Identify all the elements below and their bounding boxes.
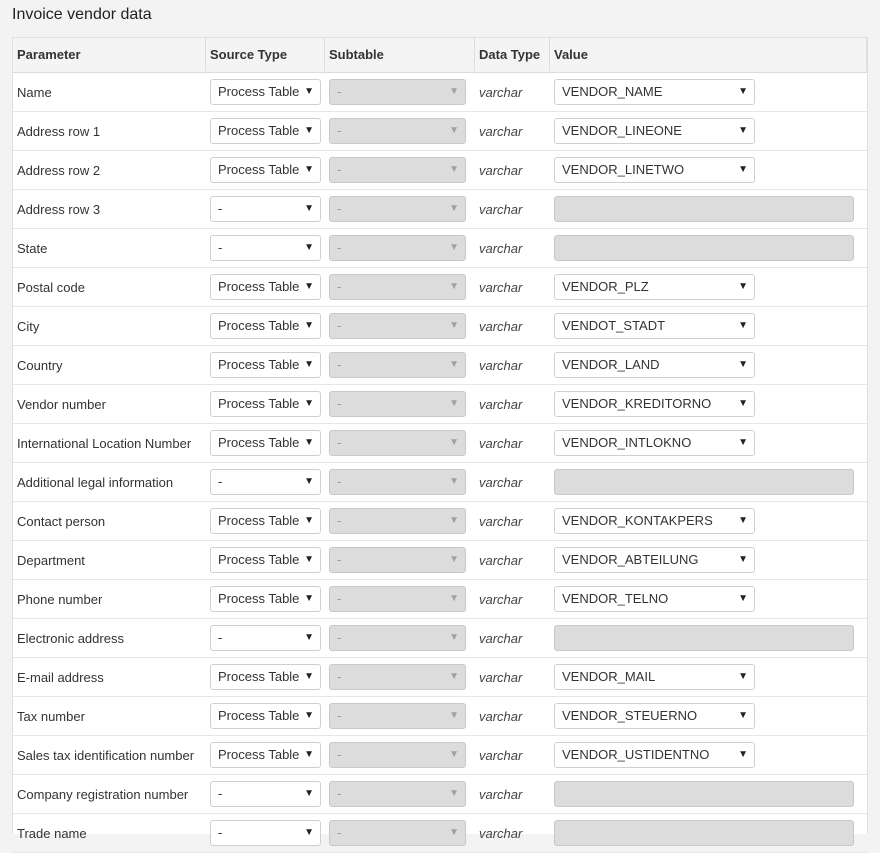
value-cell: [550, 742, 867, 768]
grid-header: [13, 38, 867, 73]
data-type-label: varchar: [479, 84, 523, 100]
chevron-down-icon: ▼: [304, 125, 314, 136]
chevron-down-icon: ▼: [738, 281, 748, 292]
source-type-cell: [206, 313, 325, 339]
table-row: [13, 385, 867, 424]
parameter-label: City: [17, 318, 40, 334]
subtable-select-text: -: [337, 474, 342, 489]
value-cell: [550, 508, 867, 534]
subtable-select-text: -: [337, 318, 342, 333]
value-cell: [550, 781, 867, 807]
value-select[interactable]: [554, 430, 755, 456]
table-row: [13, 502, 867, 541]
chevron-down-icon: ▼: [449, 749, 459, 760]
subtable-cell: [325, 781, 475, 807]
subtable-select-disabled: [329, 664, 466, 690]
parameter-label: Address row 3: [17, 201, 101, 217]
parameter-label: Postal code: [17, 279, 85, 295]
subtable-select-text: -: [337, 123, 342, 138]
value-select[interactable]: [554, 742, 755, 768]
value-cell: [550, 430, 867, 456]
chevron-down-icon: ▼: [449, 671, 459, 682]
subtable-select-disabled: [329, 352, 466, 378]
value-cell: [550, 625, 867, 651]
subtable-select-disabled: [329, 469, 466, 495]
subtable-select-disabled: [329, 547, 466, 573]
value-select[interactable]: [554, 352, 755, 378]
chevron-down-icon: ▼: [449, 788, 459, 799]
chevron-down-icon: ▼: [738, 515, 748, 526]
value-select-text: VENDOT_STADT: [562, 318, 666, 333]
subtable-select-text: -: [337, 162, 342, 177]
source-type-select[interactable]: [210, 586, 321, 612]
data-type-label: varchar: [479, 201, 523, 217]
table-row: [13, 580, 867, 619]
table-row: [13, 229, 867, 268]
source-type-select-text: Process Table: [218, 669, 300, 684]
source-type-cell: [206, 430, 325, 456]
source-type-cell: [206, 820, 325, 846]
value-select[interactable]: [554, 391, 755, 417]
column-header-subtable: Subtable: [325, 38, 475, 71]
source-type-cell: [206, 79, 325, 105]
source-type-select[interactable]: [210, 820, 321, 846]
subtable-select-disabled: [329, 196, 466, 222]
source-type-select[interactable]: [210, 508, 321, 534]
table-row: [13, 541, 867, 580]
chevron-down-icon: ▼: [449, 593, 459, 604]
parameter-label: Company registration number: [17, 786, 189, 802]
value-cell: [550, 820, 867, 846]
subtable-cell: [325, 430, 475, 456]
value-cell: [550, 79, 867, 105]
value-select-text: VENDOR_MAIL: [562, 669, 656, 684]
source-type-cell: [206, 664, 325, 690]
chevron-down-icon: ▼: [738, 671, 748, 682]
value-select-text: VENDOR_PLZ: [562, 279, 649, 294]
data-type-label: varchar: [479, 630, 523, 646]
panel-title: Invoice vendor data: [12, 6, 152, 23]
chevron-down-icon: ▼: [738, 749, 748, 760]
data-type-label: varchar: [479, 669, 523, 685]
subtable-select-disabled: [329, 742, 466, 768]
data-type-label: varchar: [479, 591, 523, 607]
data-type-label: varchar: [479, 435, 523, 451]
table-row: [13, 736, 867, 775]
subtable-select-text: -: [337, 552, 342, 567]
data-type-label: varchar: [479, 162, 523, 178]
source-type-select-text: Process Table: [218, 513, 300, 528]
subtable-cell: [325, 157, 475, 183]
chevron-down-icon: ▼: [304, 632, 314, 643]
parameter-label: Phone number: [17, 591, 103, 607]
subtable-select-disabled: [329, 781, 466, 807]
chevron-down-icon: ▼: [304, 242, 314, 253]
subtable-cell: [325, 196, 475, 222]
chevron-down-icon: ▼: [738, 398, 748, 409]
parameter-label: Address row 2: [17, 162, 101, 178]
subtable-select-text: -: [337, 669, 342, 684]
data-type-label: varchar: [479, 513, 523, 529]
value-select[interactable]: [554, 157, 755, 183]
parameter-label: Vendor number: [17, 396, 106, 412]
value-select[interactable]: [554, 586, 755, 612]
subtable-cell: [325, 235, 475, 261]
subtable-select-text: -: [337, 84, 342, 99]
source-type-select-text: Process Table: [218, 123, 300, 138]
subtable-select-text: -: [337, 396, 342, 411]
value-select-text: VENDOR_LINETWO: [562, 162, 685, 177]
subtable-select-disabled: [329, 79, 466, 105]
value-cell: [550, 235, 867, 261]
parameter-label: Name: [17, 84, 52, 100]
value-select[interactable]: [554, 703, 755, 729]
subtable-select-disabled: [329, 391, 466, 417]
value-select-text: VENDOR_KREDITORNO: [562, 396, 712, 411]
source-type-select[interactable]: [210, 703, 321, 729]
chevron-down-icon: ▼: [449, 710, 459, 721]
value-cell: [550, 469, 867, 495]
chevron-down-icon: ▼: [449, 398, 459, 409]
value-select[interactable]: [554, 79, 755, 105]
value-select[interactable]: [554, 664, 755, 690]
chevron-down-icon: ▼: [304, 788, 314, 799]
value-cell: [550, 586, 867, 612]
data-type-label: varchar: [479, 786, 523, 802]
chevron-down-icon: ▼: [304, 476, 314, 487]
chevron-down-icon: ▼: [304, 515, 314, 526]
source-type-select[interactable]: [210, 274, 321, 300]
data-type-label: varchar: [479, 396, 523, 412]
value-cell: [550, 274, 867, 300]
source-type-cell: [206, 352, 325, 378]
chevron-down-icon: ▼: [449, 86, 459, 97]
value-cell: [550, 313, 867, 339]
chevron-down-icon: ▼: [738, 86, 748, 97]
source-type-select[interactable]: [210, 157, 321, 183]
data-type-label: varchar: [479, 708, 523, 724]
value-select-text: VENDOR_LAND: [562, 357, 660, 372]
chevron-down-icon: ▼: [304, 86, 314, 97]
subtable-cell: [325, 118, 475, 144]
source-type-select[interactable]: [210, 391, 321, 417]
value-select-text: VENDOR_KONTAKPERS: [562, 513, 713, 528]
chevron-down-icon: ▼: [304, 359, 314, 370]
source-type-select-text: Process Table: [218, 435, 300, 450]
value-cell: [550, 352, 867, 378]
subtable-select-disabled: [329, 625, 466, 651]
subtable-select-text: -: [337, 786, 342, 801]
subtable-select-text: -: [337, 357, 342, 372]
chevron-down-icon: ▼: [738, 359, 748, 370]
table-row: [13, 307, 867, 346]
subtable-select-disabled: [329, 235, 466, 261]
source-type-select-text: Process Table: [218, 279, 300, 294]
chevron-down-icon: ▼: [304, 398, 314, 409]
source-type-select[interactable]: [210, 118, 321, 144]
source-type-select[interactable]: [210, 742, 321, 768]
data-type-label: varchar: [479, 279, 523, 295]
value-select-text: VENDOR_STEUERNO: [562, 708, 698, 723]
source-type-cell: [206, 235, 325, 261]
value-cell: [550, 118, 867, 144]
chevron-down-icon: ▼: [449, 242, 459, 253]
column-header-source-type: Source Type: [206, 38, 325, 71]
chevron-down-icon: ▼: [449, 554, 459, 565]
table-row: [13, 424, 867, 463]
chevron-down-icon: ▼: [449, 164, 459, 175]
column-header-value: Value: [550, 38, 867, 71]
parameter-label: Trade name: [17, 825, 87, 841]
chevron-down-icon: ▼: [304, 281, 314, 292]
source-type-cell: [206, 118, 325, 144]
value-select[interactable]: [554, 274, 755, 300]
source-type-select[interactable]: [210, 469, 321, 495]
value-cell: [550, 391, 867, 417]
subtable-select-disabled: [329, 157, 466, 183]
subtable-cell: [325, 820, 475, 846]
table-row: [13, 463, 867, 502]
parameter-label: Country: [17, 357, 63, 373]
chevron-down-icon: ▼: [304, 593, 314, 604]
subtable-cell: [325, 742, 475, 768]
table-row: [13, 619, 867, 658]
source-type-select-text: Process Table: [218, 552, 300, 567]
value-input-disabled: [554, 469, 854, 495]
source-type-select-text: Process Table: [218, 84, 300, 99]
chevron-down-icon: ▼: [738, 125, 748, 136]
data-type-label: varchar: [479, 747, 523, 763]
source-type-cell: [206, 781, 325, 807]
value-select[interactable]: [554, 508, 755, 534]
source-type-cell: [206, 547, 325, 573]
source-type-cell: [206, 391, 325, 417]
source-type-select-text: Process Table: [218, 318, 300, 333]
source-type-select[interactable]: [210, 196, 321, 222]
source-type-select-text: -: [218, 825, 223, 840]
subtable-cell: [325, 469, 475, 495]
table-row: [13, 112, 867, 151]
subtable-cell: [325, 664, 475, 690]
vendor-data-grid: [12, 37, 868, 841]
value-select-text: VENDOR_TELNO: [562, 591, 669, 606]
source-type-select-text: Process Table: [218, 708, 300, 723]
chevron-down-icon: ▼: [304, 827, 314, 838]
table-row: [13, 697, 867, 736]
chevron-down-icon: ▼: [449, 125, 459, 136]
source-type-select[interactable]: [210, 352, 321, 378]
source-type-cell: [206, 508, 325, 534]
value-input-disabled: [554, 196, 854, 222]
chevron-down-icon: ▼: [449, 203, 459, 214]
source-type-select[interactable]: [210, 235, 321, 261]
chevron-down-icon: ▼: [738, 593, 748, 604]
table-row: [13, 268, 867, 307]
value-input-disabled: [554, 781, 854, 807]
table-row: [13, 190, 867, 229]
subtable-select-text: -: [337, 591, 342, 606]
data-type-label: varchar: [479, 318, 523, 334]
value-select-text: VENDOR_ABTEILUNG: [562, 552, 699, 567]
chevron-down-icon: ▼: [449, 281, 459, 292]
data-type-label: varchar: [479, 123, 523, 139]
value-select-text: VENDOR_INTLOKNO: [562, 435, 692, 450]
source-type-cell: [206, 469, 325, 495]
subtable-cell: [325, 547, 475, 573]
chevron-down-icon: ▼: [738, 710, 748, 721]
subtable-cell: [325, 79, 475, 105]
source-type-select[interactable]: [210, 430, 321, 456]
source-type-cell: [206, 274, 325, 300]
chevron-down-icon: ▼: [449, 320, 459, 331]
parameter-label: Tax number: [17, 708, 85, 724]
subtable-cell: [325, 352, 475, 378]
chevron-down-icon: ▼: [304, 164, 314, 175]
data-type-label: varchar: [479, 357, 523, 373]
subtable-select-disabled: [329, 703, 466, 729]
source-type-cell: [206, 157, 325, 183]
chevron-down-icon: ▼: [304, 749, 314, 760]
source-type-cell: [206, 196, 325, 222]
source-type-select-text: -: [218, 240, 223, 255]
value-select-text: VENDOR_NAME: [562, 84, 663, 99]
source-type-select-text: Process Table: [218, 357, 300, 372]
parameter-label: Electronic address: [17, 630, 124, 646]
parameter-label: State: [17, 240, 48, 256]
subtable-select-text: -: [337, 825, 342, 840]
value-select[interactable]: [554, 313, 755, 339]
parameter-label: E-mail address: [17, 669, 104, 685]
subtable-cell: [325, 703, 475, 729]
value-cell: [550, 157, 867, 183]
value-cell: [550, 664, 867, 690]
chevron-down-icon: ▼: [449, 437, 459, 448]
subtable-select-disabled: [329, 430, 466, 456]
table-row: [13, 151, 867, 190]
subtable-cell: [325, 625, 475, 651]
subtable-select-disabled: [329, 274, 466, 300]
chevron-down-icon: ▼: [738, 437, 748, 448]
source-type-select-text: -: [218, 474, 223, 489]
subtable-cell: [325, 313, 475, 339]
chevron-down-icon: ▼: [304, 437, 314, 448]
value-cell: [550, 703, 867, 729]
subtable-select-disabled: [329, 313, 466, 339]
chevron-down-icon: ▼: [449, 632, 459, 643]
chevron-down-icon: ▼: [449, 515, 459, 526]
data-type-label: varchar: [479, 825, 523, 841]
subtable-select-text: -: [337, 630, 342, 645]
source-type-select-text: Process Table: [218, 591, 300, 606]
source-type-cell: [206, 703, 325, 729]
source-type-select-text: Process Table: [218, 747, 300, 762]
subtable-cell: [325, 586, 475, 612]
value-select[interactable]: [554, 118, 755, 144]
column-header-data-type: Data Type: [475, 38, 550, 71]
subtable-cell: [325, 508, 475, 534]
subtable-cell: [325, 391, 475, 417]
chevron-down-icon: ▼: [738, 164, 748, 175]
chevron-down-icon: ▼: [738, 554, 748, 565]
value-input-disabled: [554, 625, 854, 651]
chevron-down-icon: ▼: [449, 827, 459, 838]
chevron-down-icon: ▼: [738, 320, 748, 331]
subtable-select-disabled: [329, 508, 466, 534]
source-type-select[interactable]: [210, 781, 321, 807]
parameter-label: Sales tax identification number: [17, 747, 195, 763]
subtable-select-text: -: [337, 240, 342, 255]
source-type-select-text: Process Table: [218, 396, 300, 411]
subtable-select-text: -: [337, 435, 342, 450]
subtable-select-text: -: [337, 279, 342, 294]
source-type-select[interactable]: [210, 625, 321, 651]
parameter-label: Contact person: [17, 513, 106, 529]
value-cell: [550, 196, 867, 222]
subtable-select-disabled: [329, 820, 466, 846]
source-type-select-text: Process Table: [218, 162, 300, 177]
chevron-down-icon: ▼: [449, 476, 459, 487]
source-type-select[interactable]: [210, 79, 321, 105]
data-type-label: varchar: [479, 552, 523, 568]
column-header-parameter: Parameter: [13, 38, 206, 71]
value-cell: [550, 547, 867, 573]
subtable-select-disabled: [329, 586, 466, 612]
source-type-cell: [206, 625, 325, 651]
table-row: [13, 658, 867, 697]
value-select-text: VENDOR_USTIDENTNO: [562, 747, 710, 762]
table-row: [13, 775, 867, 814]
value-input-disabled: [554, 820, 854, 846]
chevron-down-icon: ▼: [304, 203, 314, 214]
subtable-select-disabled: [329, 118, 466, 144]
chevron-down-icon: ▼: [304, 320, 314, 331]
value-input-disabled: [554, 235, 854, 261]
subtable-cell: [325, 274, 475, 300]
source-type-select-text: -: [218, 201, 223, 216]
parameter-label: Department: [17, 552, 85, 568]
parameter-label: International Location Number: [17, 435, 192, 451]
subtable-select-text: -: [337, 747, 342, 762]
chevron-down-icon: ▼: [304, 710, 314, 721]
value-select-text: VENDOR_LINEONE: [562, 123, 682, 138]
subtable-select-text: -: [337, 708, 342, 723]
grid-body: [13, 73, 867, 853]
subtable-select-text: -: [337, 201, 342, 216]
table-row: [13, 346, 867, 385]
source-type-select-text: -: [218, 786, 223, 801]
table-row: [13, 73, 867, 112]
source-type-cell: [206, 586, 325, 612]
chevron-down-icon: ▼: [304, 554, 314, 565]
value-select[interactable]: [554, 547, 755, 573]
subtable-select-text: -: [337, 513, 342, 528]
data-type-label: varchar: [479, 474, 523, 490]
source-type-select[interactable]: [210, 313, 321, 339]
source-type-cell: [206, 742, 325, 768]
source-type-select-text: -: [218, 630, 223, 645]
source-type-select[interactable]: [210, 547, 321, 573]
data-type-label: varchar: [479, 240, 523, 256]
source-type-select[interactable]: [210, 664, 321, 690]
chevron-down-icon: ▼: [304, 671, 314, 682]
chevron-down-icon: ▼: [449, 359, 459, 370]
parameter-label: Additional legal information: [17, 474, 174, 490]
parameter-label: Address row 1: [17, 123, 101, 139]
